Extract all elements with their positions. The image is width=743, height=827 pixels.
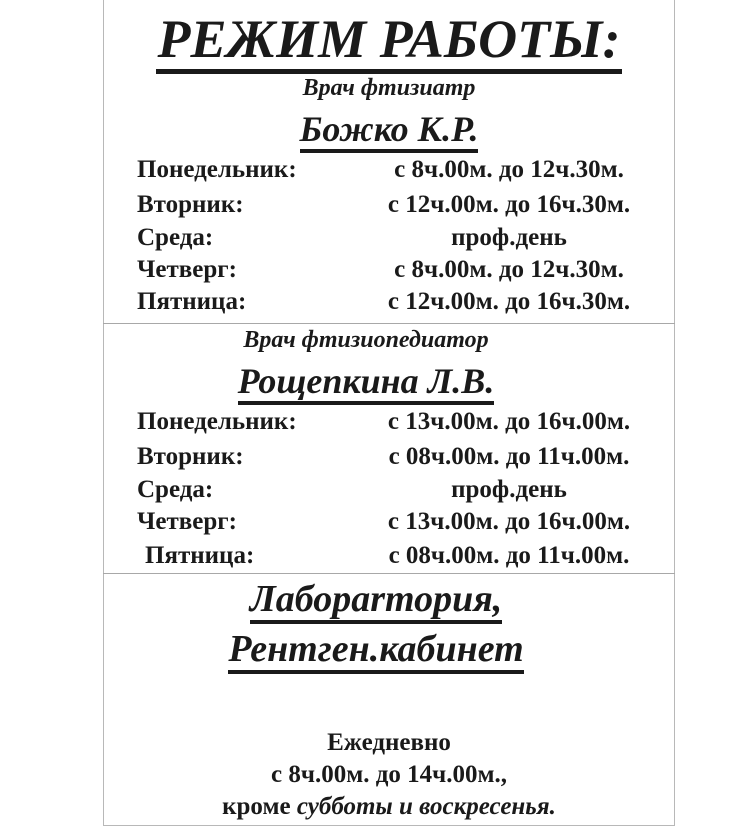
day-label: Четверг:	[137, 508, 237, 535]
hours-value: с 8ч.00м. до 12ч.30м.	[394, 156, 624, 183]
schedule-row	[137, 155, 657, 185]
page-title: РЕЖИМ РАБОТЫ:	[103, 8, 675, 70]
doctor-role: Врач фтизиатр	[302, 75, 476, 101]
doctor-name: Рощепкина Л.В.	[80, 360, 652, 402]
lab-except: кроме субботы и воскресенья.	[222, 793, 556, 820]
schedule-row	[137, 407, 657, 437]
hours-value: с 8ч.00м. до 12ч.30м.	[394, 256, 624, 283]
schedule-row	[137, 287, 657, 317]
day-label: Пятница:	[137, 288, 247, 315]
lab-daily: Ежедневно	[327, 729, 451, 756]
schedule-row	[145, 541, 665, 571]
hours-value: с 08ч.00м. до 11ч.00м.	[388, 542, 630, 569]
day-label: Вторник:	[137, 191, 244, 218]
hours-value: с 08ч.00м. до 11ч.00м.	[388, 443, 630, 470]
lab-hours: с 8ч.00м. до 14ч.00м.,	[271, 761, 507, 788]
day-label: Четверг:	[137, 256, 237, 283]
schedule-row	[137, 255, 657, 285]
schedule-row	[137, 223, 657, 253]
doctor-name: Божко К.Р.	[103, 108, 675, 150]
lab-title: Лабораrтория,	[90, 578, 662, 620]
hours-value: с 12ч.00м. до 16ч.30м.	[387, 288, 631, 315]
day-label: Понедельник:	[137, 156, 297, 183]
schedule-row	[137, 507, 657, 537]
hours-value: с 13ч.00м. до 16ч.00м.	[387, 408, 631, 435]
hours-value: проф.день	[451, 476, 567, 503]
hours-value: проф.день	[451, 224, 567, 251]
schedule-row	[137, 442, 657, 472]
doctor-role: Врач фтизиопедиатор	[243, 327, 489, 353]
xray-title: Рентген.кабинет	[90, 628, 662, 670]
day-label: Вторник:	[137, 443, 244, 470]
hours-value: с 12ч.00м. до 16ч.30м.	[387, 191, 631, 218]
section-divider	[103, 323, 675, 324]
day-label: Пятница:	[145, 542, 255, 569]
day-label: Среда:	[137, 224, 214, 251]
day-label: Понедельник:	[137, 408, 297, 435]
day-label: Среда:	[137, 476, 214, 503]
section-divider	[103, 573, 675, 574]
schedule-row	[137, 190, 657, 220]
hours-value: с 13ч.00м. до 16ч.00м.	[387, 508, 631, 535]
schedule-row	[137, 475, 657, 505]
